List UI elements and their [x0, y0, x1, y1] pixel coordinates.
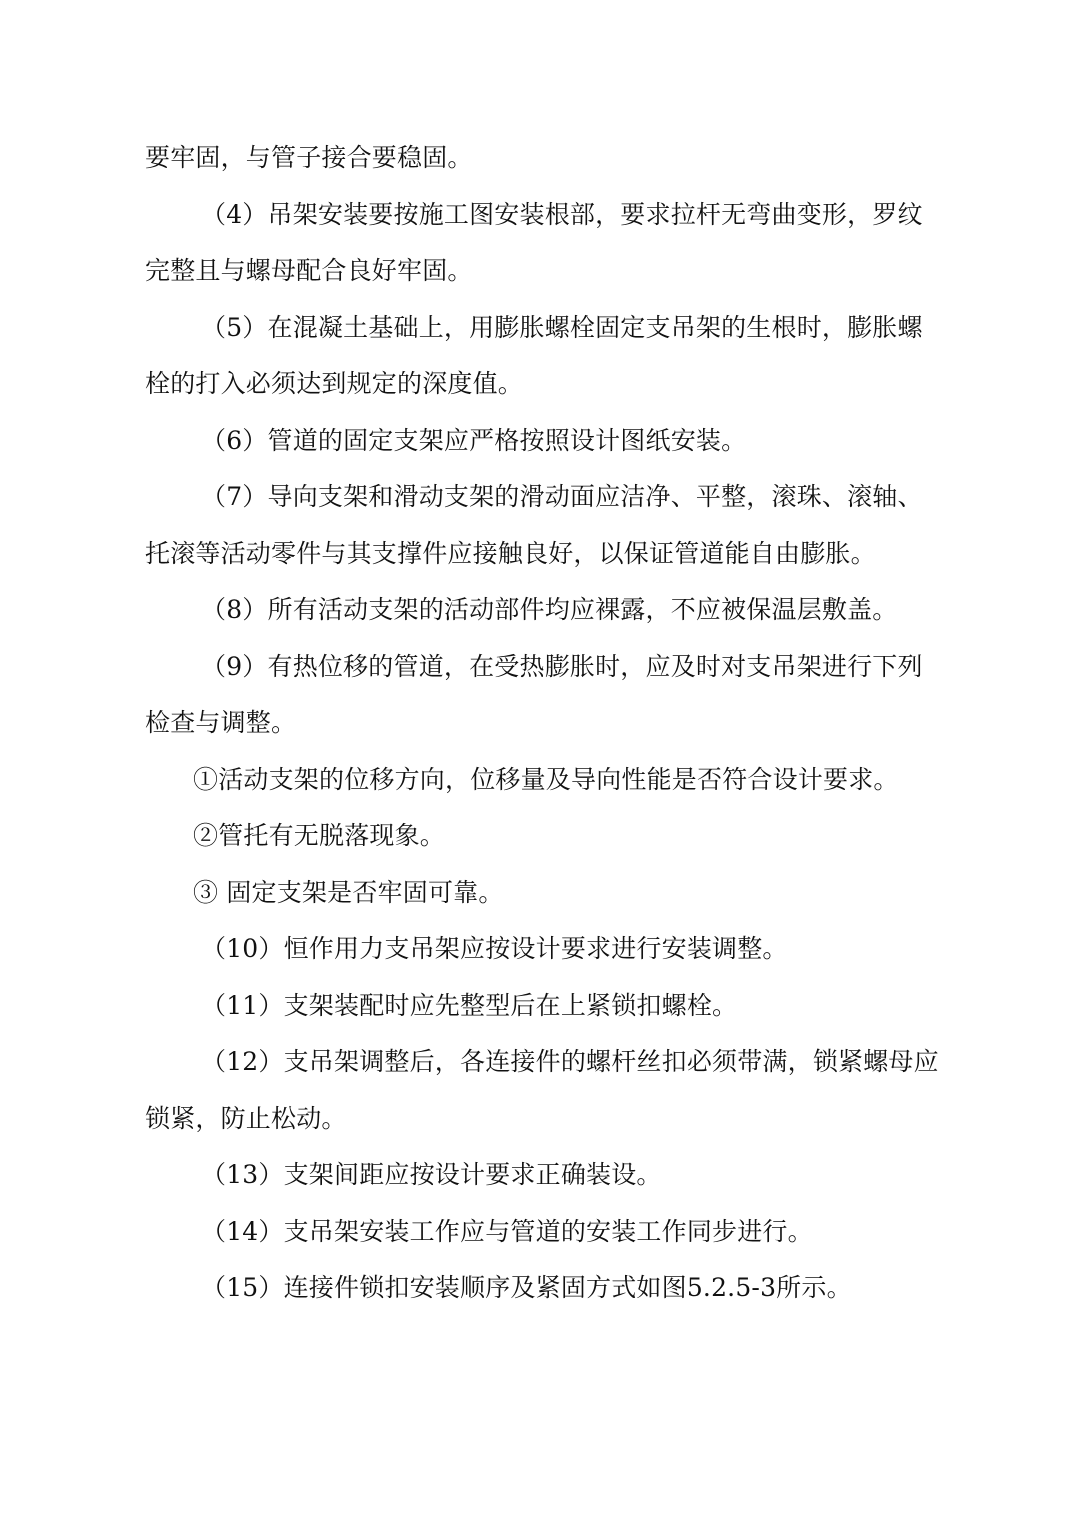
- paragraph-item-9: （9）有热位移的管道，在受热膨胀时，应及时对支吊架进行下列检查与调整。: [145, 651, 923, 737]
- paragraph-item-6: （6）管道的固定支架应严格按照设计图纸安装。: [201, 425, 747, 455]
- paragraph-item-7: （7）导向支架和滑动支架的滑动面应洁净、平整，滚珠、滚轴、托滚等活动零件与其支撑件应接触良好，以保证管道能自由膨胀。: [145, 482, 923, 568]
- paragraph-item-14: （14）支吊架安装工作应与管道的安装工作同步进行。: [201, 1216, 813, 1246]
- paragraph-item-8: （8）所有活动支架的活动部件均应裸露，不应被保温层敷盖。: [201, 595, 898, 624]
- paragraph-continuation: 要牢固，与管子接合要稳固。: [145, 143, 473, 172]
- paragraph-item-10: （10）恒作用力支吊架应按设计要求进行安装调整。: [201, 934, 788, 963]
- paragraph-item-13: （13）支架间距应按设计要求正确装设。: [201, 1160, 662, 1189]
- paragraph-item-5: （5）在混凝土基础上，用膨胀螺栓固定支吊架的生根时，膨胀螺栓的打入必须达到规定的深度值。: [145, 312, 923, 398]
- paragraph-item-15: （15）连接件锁扣安装顺序及紧固方式如图5.2.5-3所示。: [201, 1273, 852, 1302]
- paragraph-item-11: （11）支架装配时应先整型后在上紧锁扣螺栓。: [201, 990, 738, 1020]
- body-text: [145, 130, 945, 1317]
- sub-item-1: ①活动支架的位移方向，位移量及导向性能是否符合设计要求。: [193, 764, 899, 794]
- paragraph-item-12: （12）支吊架调整后，各连接件的螺杆丝扣必须带满，锁紧螺母应锁紧，防止松动。: [145, 1047, 939, 1133]
- paragraph-item-4: （4）吊架安装要按施工图安装根部，要求拉杆无弯曲变形，罗纹完整且与螺母配合良好牢固。: [145, 199, 923, 285]
- sub-item-2: ②管托有无脱落现象。: [193, 821, 446, 850]
- sub-item-3: ③ 固定支架是否牢固可靠。: [193, 877, 504, 907]
